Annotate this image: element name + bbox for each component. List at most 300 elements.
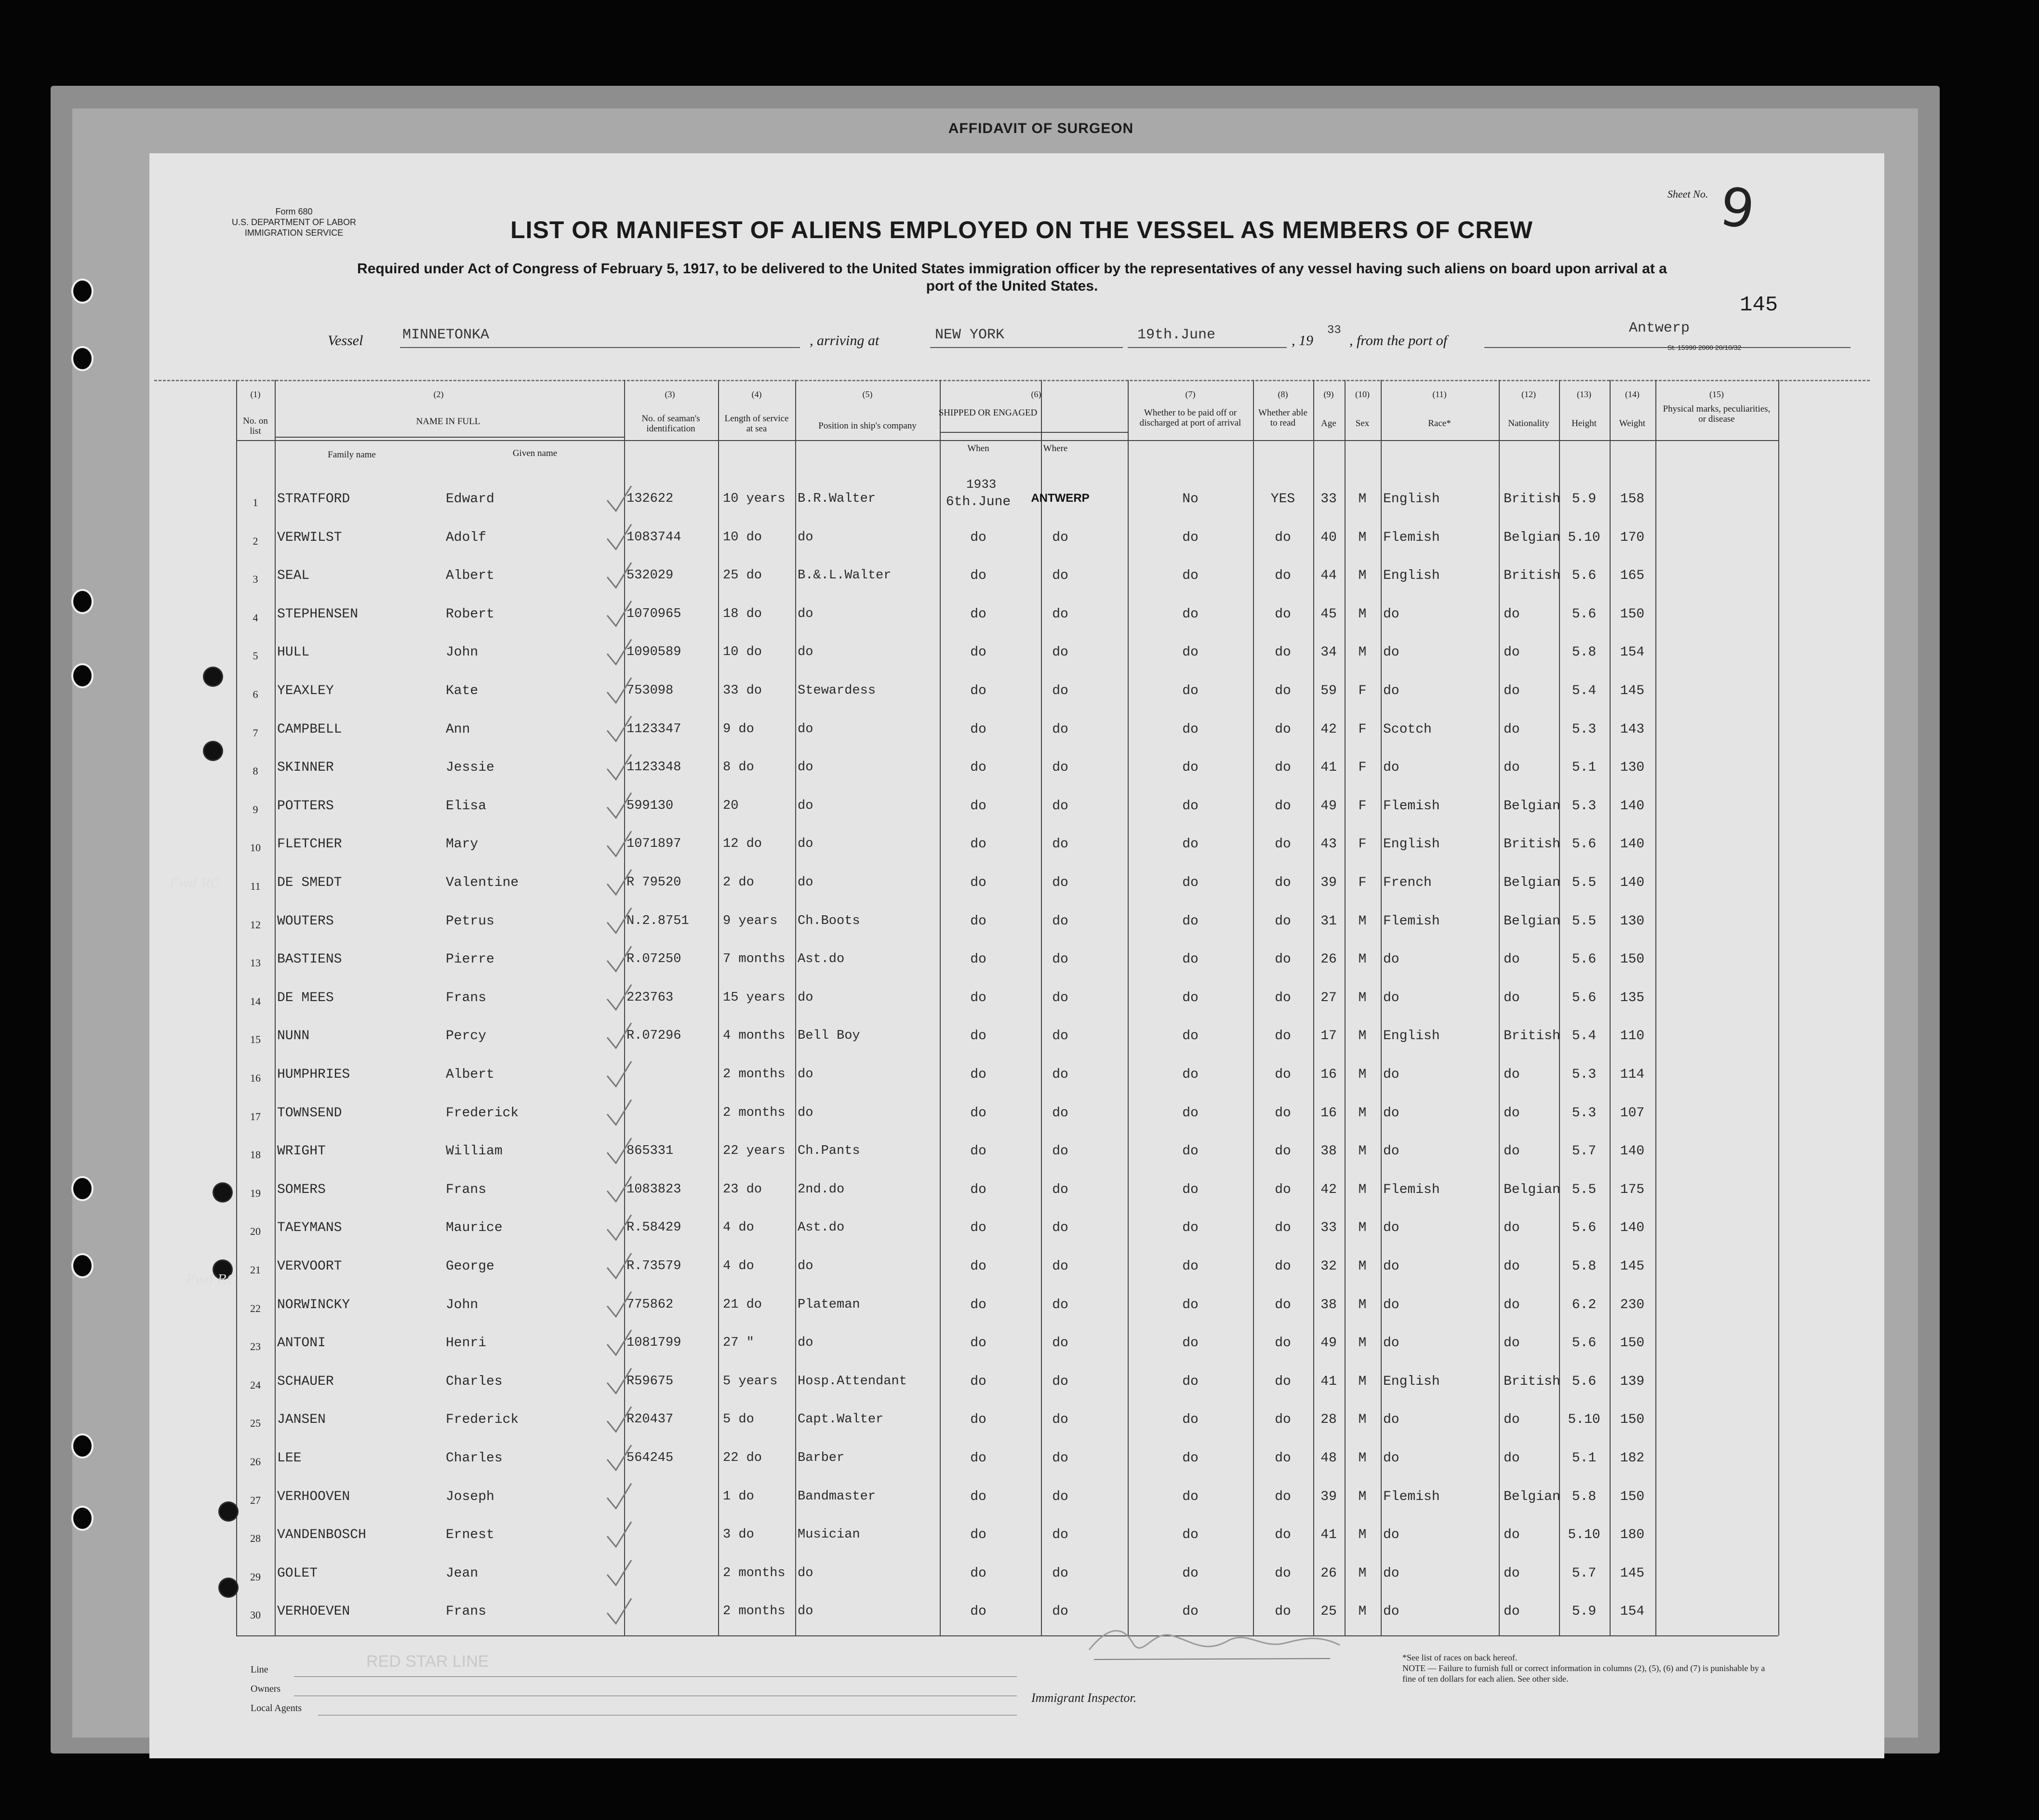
shipped-when-cell: do (970, 1259, 986, 1274)
binder-hole (71, 1506, 93, 1531)
race-cell: English (1383, 837, 1440, 852)
check-mark (607, 908, 631, 933)
race-cell: Scotch (1383, 722, 1432, 737)
able-to-read-cell: do (1275, 645, 1291, 660)
nationality-cell: Belgian (1504, 1489, 1560, 1504)
given-name-cell: John (446, 1297, 479, 1312)
seaman-id-cell: 1123348 (626, 760, 681, 775)
family-name-cell: STEPHENSEN (277, 606, 359, 622)
shipped-when-cell: do (970, 1029, 986, 1044)
punch-mark (204, 668, 222, 685)
row-number: 10 (250, 842, 261, 854)
position-cell: do (798, 1566, 813, 1580)
given-name-cell: Albert (446, 1067, 494, 1082)
sex-cell: M (1358, 606, 1367, 622)
paid-off-cell: do (1182, 760, 1199, 776)
sex-cell: M (1358, 1374, 1367, 1389)
position-cell: Bandmaster (798, 1489, 876, 1504)
shipped-where-cell: do (1052, 645, 1068, 660)
position-cell: do (798, 722, 813, 736)
dashed-rule (154, 380, 1870, 381)
binder-hole (71, 279, 93, 304)
nationality-cell: do (1504, 760, 1520, 776)
nationality-cell: British (1504, 1374, 1560, 1389)
race-cell: do (1383, 606, 1399, 622)
able-to-read-cell: do (1275, 1105, 1291, 1121)
given-name-cell: Maurice (446, 1220, 503, 1236)
nationality-cell: British (1504, 837, 1560, 852)
punch-mark (220, 1503, 237, 1520)
position-cell: do (798, 990, 813, 1005)
weight-cell: 140 (1620, 875, 1645, 890)
given-name-cell: Frans (446, 990, 487, 1005)
shipped-where-cell: do (1052, 1336, 1068, 1351)
height-cell: 5.8 (1572, 645, 1597, 660)
service-cell: 23 do (723, 1182, 762, 1197)
vessel-row (328, 320, 1870, 356)
sex-cell: M (1358, 1527, 1367, 1543)
check-mark (607, 1061, 631, 1086)
able-to-read-cell: do (1275, 1182, 1291, 1197)
weight-cell: 130 (1620, 760, 1645, 776)
height-cell: 5.9 (1572, 1604, 1597, 1619)
shipped-where-cell: do (1052, 1144, 1068, 1159)
paid-off-cell: do (1182, 1182, 1199, 1197)
given-name-cell: Pierre (446, 952, 494, 967)
shipped-where-cell: do (1052, 1374, 1068, 1389)
weight-cell: 150 (1620, 1412, 1645, 1428)
given-name-cell: Jean (446, 1566, 479, 1581)
row-number: 29 (250, 1570, 261, 1583)
printer-mark: St. 15990 2000 20/10/32 (1667, 344, 1742, 351)
given-name-cell: Joseph (446, 1489, 494, 1504)
given-name-cell: Kate (446, 683, 479, 698)
manifest-sheet (149, 153, 1884, 1758)
position-cell: do (798, 1336, 813, 1351)
footer-note (1402, 1652, 1778, 1684)
seaman-id-cell: 1123347 (626, 722, 681, 736)
column-number: (11) (1432, 389, 1447, 399)
height-cell: 5.6 (1572, 990, 1597, 1005)
shipped-where-cell: do (1052, 952, 1068, 967)
row-number: 17 (250, 1110, 261, 1123)
row-number: 15 (250, 1033, 261, 1046)
family-name-cell: NUNN (277, 1029, 310, 1044)
row-number: 23 (250, 1340, 261, 1353)
seaman-id-cell: 753098 (626, 683, 674, 698)
sex-cell: F (1358, 875, 1367, 890)
inspector-signature (1079, 1621, 1349, 1664)
position-cell: Barber (798, 1451, 845, 1465)
header-family-name: Family name (328, 450, 376, 460)
shipped-where-cell: do (1052, 683, 1068, 698)
race-cell: do (1383, 1604, 1399, 1619)
nationality-cell: do (1504, 683, 1520, 698)
seaman-id-cell: 1083823 (626, 1182, 681, 1197)
age-cell: 34 (1320, 645, 1337, 660)
check-mark (607, 793, 631, 818)
nationality-cell: do (1504, 1105, 1520, 1121)
row-number: 8 (253, 765, 258, 777)
given-name-cell: Robert (446, 606, 494, 622)
sex-cell: M (1358, 1067, 1367, 1082)
position-cell: B.&.L.Walter (798, 568, 892, 583)
height-cell: 5.9 (1572, 492, 1597, 507)
given-name-cell: Percy (446, 1029, 487, 1044)
check-mark (607, 601, 631, 626)
row-number: 6 (253, 688, 258, 700)
shipped-where-cell: do (1052, 722, 1068, 737)
height-cell: 5.1 (1572, 760, 1597, 776)
height-cell: 5.8 (1572, 1259, 1597, 1274)
position-cell: Bell Boy (798, 1029, 860, 1044)
family-name-cell: SEAL (277, 568, 310, 584)
age-cell: 39 (1320, 1489, 1337, 1504)
service-cell: 27 " (723, 1336, 754, 1351)
nationality-cell: do (1504, 722, 1520, 737)
given-name-cell: Edward (446, 492, 494, 507)
height-cell: 5.4 (1572, 1029, 1597, 1044)
service-cell: 15 years (723, 990, 786, 1005)
shipped-where-cell: do (1052, 913, 1068, 929)
age-cell: 38 (1320, 1297, 1337, 1312)
check-mark (607, 1215, 631, 1240)
sex-cell: M (1358, 1412, 1367, 1428)
sex-cell: M (1358, 1489, 1367, 1504)
check-mark (607, 831, 631, 856)
row-number: 18 (250, 1149, 261, 1161)
family-name-cell: FLETCHER (277, 837, 342, 852)
header-weight: Weight (1619, 418, 1646, 428)
position-cell: Ch.Pants (798, 1144, 860, 1159)
header-no-on-list: No. on list (243, 416, 268, 436)
weight-cell: 165 (1620, 568, 1645, 584)
given-name-cell: Mary (446, 837, 479, 852)
given-name-cell: William (446, 1144, 503, 1159)
year-suffix: 33 (1327, 324, 1341, 337)
sex-cell: F (1358, 722, 1367, 737)
binder-hole (71, 589, 93, 614)
sex-cell: M (1358, 1105, 1367, 1121)
paid-off-cell: do (1182, 837, 1199, 852)
seaman-id-cell: 865331 (626, 1144, 674, 1159)
arriving-port: NEW YORK (935, 327, 1005, 343)
page-number: 145 (1740, 293, 1778, 317)
position-cell: do (798, 1105, 813, 1120)
sex-cell: M (1358, 530, 1367, 545)
able-to-read-cell: do (1275, 1451, 1291, 1466)
shipped-where-cell: do (1052, 568, 1068, 584)
weight-cell: 114 (1620, 1067, 1645, 1082)
nationality-cell: do (1504, 1067, 1520, 1082)
family-name-cell: HULL (277, 645, 310, 660)
sex-cell: M (1358, 492, 1367, 507)
race-cell: English (1383, 1029, 1440, 1044)
paid-off-cell: do (1182, 1527, 1199, 1543)
height-cell: 5.10 (1568, 1527, 1600, 1543)
race-cell: Flemish (1383, 1489, 1440, 1504)
header-age: Age (1321, 418, 1336, 428)
height-cell: 5.1 (1572, 1451, 1597, 1466)
seaman-id-cell: 564245 (626, 1451, 674, 1465)
given-name-cell: Frans (446, 1182, 487, 1197)
row-number: 3 (253, 573, 258, 586)
header-paid-off: Whether to be paid off or discharged at port of arrival (1139, 408, 1241, 428)
shipped-when-cell: do (970, 1412, 986, 1428)
check-marks (598, 486, 713, 1691)
race-cell: do (1383, 1566, 1399, 1581)
check-mark (607, 870, 631, 895)
nationality-cell: do (1504, 1259, 1520, 1274)
race-cell: do (1383, 645, 1399, 660)
family-name-cell: NORWINCKY (277, 1297, 350, 1312)
nationality-cell: do (1504, 645, 1520, 660)
paid-off-cell: do (1182, 952, 1199, 967)
family-name-cell: BASTIENS (277, 952, 342, 967)
able-to-read-cell: do (1275, 875, 1291, 890)
header-race: Race* (1428, 418, 1451, 428)
shipped-where-cell: do (1052, 530, 1068, 545)
header-height: Height (1572, 418, 1597, 428)
check-mark (607, 1560, 631, 1585)
service-cell: 1 do (723, 1489, 754, 1504)
able-to-read-cell: do (1275, 683, 1291, 698)
shipped-where-cell: do (1052, 1029, 1068, 1044)
page-title: LIST OR MANIFEST OF ALIENS EMPLOYED ON THE VESSEL AS MEMBERS OF CREW (510, 216, 1533, 243)
column-number: (2) (433, 389, 444, 399)
footer-line-value: RED STAR LINE (366, 1652, 489, 1671)
column-number: (15) (1709, 389, 1724, 399)
able-to-read-cell: do (1275, 952, 1291, 967)
shipped-where-cell: do (1052, 606, 1068, 622)
required-text-line1: Required under Act of Congress of February 5, 1917, to be delivered to the United States immigration officer by the representatives of any vessel having such aliens on board upon arrival at a (357, 261, 1667, 277)
nationality-cell: Belgian (1504, 798, 1560, 814)
check-mark (607, 1330, 631, 1355)
service-cell: 10 do (723, 530, 762, 545)
row-number: 11 (250, 880, 261, 892)
paid-off-cell: do (1182, 990, 1199, 1005)
nationality-cell: Belgian (1504, 1182, 1560, 1197)
weight-cell: 110 (1620, 1029, 1645, 1044)
sex-cell: F (1358, 837, 1367, 852)
sex-cell: M (1358, 1566, 1367, 1581)
race-cell: Flemish (1383, 798, 1440, 814)
check-mark (607, 1177, 631, 1202)
family-name-cell: JANSEN (277, 1412, 326, 1428)
service-cell: 2 months (723, 1105, 786, 1120)
height-cell: 5.6 (1572, 837, 1597, 852)
shipped-when-cell: do (970, 1489, 986, 1504)
shipped-when-cell: do (970, 530, 986, 545)
nationality-cell: do (1504, 606, 1520, 622)
row-number: 19 (250, 1187, 261, 1199)
family-name-cell: HUMPHRIES (277, 1067, 350, 1082)
service-cell: 9 do (723, 722, 754, 736)
able-to-read-cell: do (1275, 760, 1291, 776)
race-cell: do (1383, 1297, 1399, 1312)
weight-cell: 130 (1620, 913, 1645, 929)
shipped-when-cell: do (970, 1182, 986, 1197)
paid-off-cell: do (1182, 1374, 1199, 1389)
shipped-when-cell: do (970, 645, 986, 660)
family-name-cell: DE MEES (277, 990, 334, 1005)
family-name-cell: VERWILST (277, 530, 342, 545)
check-mark (607, 562, 631, 588)
nationality-cell: do (1504, 1451, 1520, 1466)
sex-cell: M (1358, 1144, 1367, 1159)
weight-cell: 139 (1620, 1374, 1645, 1389)
sex-cell: M (1358, 1336, 1367, 1351)
position-cell: do (798, 798, 813, 813)
sex-cell: M (1358, 1604, 1367, 1619)
footer-line-label: Line (251, 1664, 268, 1675)
shipped-when-cell: do (970, 1297, 986, 1312)
name-rule (275, 437, 624, 438)
nationality-cell: do (1504, 1220, 1520, 1236)
age-cell: 26 (1320, 1566, 1337, 1581)
given-name-cell: Petrus (446, 913, 494, 929)
sex-cell: M (1358, 990, 1367, 1005)
check-mark (607, 678, 631, 703)
service-cell: 4 do (723, 1259, 754, 1273)
race-cell: do (1383, 1105, 1399, 1121)
column-number: (14) (1625, 389, 1639, 399)
sex-cell: M (1358, 1029, 1367, 1044)
height-cell: 5.8 (1572, 1489, 1597, 1504)
check-mark (607, 716, 631, 741)
sex-cell: M (1358, 1259, 1367, 1274)
row-number: 1 (253, 496, 258, 509)
able-to-read-cell: do (1275, 722, 1291, 737)
position-cell: Ast.do (798, 1220, 845, 1235)
shipped-when-cell: do (970, 683, 986, 698)
family-name-cell: SKINNER (277, 760, 334, 776)
seaman-id-cell: 223763 (626, 990, 674, 1005)
race-cell: do (1383, 1067, 1399, 1082)
header-able-read: Whether able to read (1258, 408, 1307, 428)
seaman-id-cell: R20437 (626, 1412, 674, 1427)
row-number: 5 (253, 650, 258, 662)
column-number: (4) (751, 389, 762, 399)
seaman-id-cell: 775862 (626, 1297, 674, 1312)
given-name-cell: Jessie (446, 760, 494, 776)
service-cell: 22 do (723, 1451, 762, 1465)
check-mark (607, 1253, 631, 1278)
header-position: Position in ship's company (818, 421, 917, 431)
given-name-cell: Charles (446, 1451, 503, 1466)
header-shipped: SHIPPED OR ENGAGED (938, 408, 1038, 418)
height-cell: 5.6 (1572, 952, 1597, 967)
family-name-cell: VANDENBOSCH (277, 1527, 366, 1543)
able-to-read-cell: do (1275, 568, 1291, 584)
service-cell: 9 years (723, 913, 778, 928)
row-number: 24 (250, 1378, 261, 1391)
family-name-cell: SCHAUER (277, 1374, 334, 1389)
check-mark (607, 1598, 631, 1623)
row-number: 30 (250, 1609, 261, 1621)
nationality-cell: Belgian (1504, 913, 1560, 929)
able-to-read-cell: do (1275, 1144, 1291, 1159)
service-cell: 8 do (723, 760, 754, 775)
age-cell: 33 (1320, 492, 1337, 507)
form-department: U.S. DEPARTMENT OF LABOR (231, 217, 357, 227)
age-cell: 26 (1320, 952, 1337, 967)
race-cell: Flemish (1383, 530, 1440, 545)
service-cell: 18 do (723, 606, 762, 621)
age-cell: 41 (1320, 1374, 1337, 1389)
position-cell: Plateman (798, 1297, 860, 1312)
paid-off-cell: do (1182, 1297, 1199, 1312)
required-statement (217, 260, 1807, 295)
height-cell: 5.5 (1572, 875, 1597, 890)
shipped-where-cell: do (1052, 1566, 1068, 1581)
affidavit-label: AFFIDAVIT OF SURGEON (948, 120, 1134, 136)
height-cell: 5.10 (1568, 1412, 1600, 1428)
height-cell: 5.3 (1572, 798, 1597, 814)
seaman-id-cell: R.07296 (626, 1029, 681, 1044)
shipped-where-cell: do (1052, 1412, 1068, 1428)
weight-cell: 140 (1620, 798, 1645, 814)
shipped-where-cell: do (1052, 798, 1068, 814)
punch-mark (220, 1579, 237, 1596)
check-mark (607, 1292, 631, 1317)
header-sex: Sex (1355, 418, 1370, 428)
service-cell: 10 do (723, 645, 762, 660)
family-name-cell: POTTERS (277, 798, 334, 814)
paid-off-cell: do (1182, 798, 1199, 814)
race-cell: do (1383, 1220, 1399, 1236)
given-name-cell: Elisa (446, 798, 487, 814)
height-cell: 5.5 (1572, 1182, 1597, 1197)
shipped-when-cell: do (970, 837, 986, 852)
check-mark (607, 524, 631, 549)
paid-off-cell: do (1182, 1259, 1199, 1274)
position-cell: do (798, 1604, 813, 1619)
header-when: When (967, 443, 989, 454)
height-cell: 5.6 (1572, 568, 1597, 584)
shipped-when-cell: do (970, 1144, 986, 1159)
row-number: 16 (250, 1072, 261, 1084)
paid-off-cell: do (1182, 530, 1199, 545)
service-cell: 22 years (723, 1144, 786, 1159)
seaman-id-cell: 1083744 (626, 530, 681, 545)
able-to-read-cell: do (1275, 1527, 1291, 1543)
position-cell: Ch.Boots (798, 913, 860, 928)
given-name-cell: Valentine (446, 875, 519, 890)
shipped-where-cell: do (1052, 1527, 1068, 1543)
weight-cell: 150 (1620, 1336, 1645, 1351)
weight-cell: 140 (1620, 837, 1645, 852)
weight-cell: 175 (1620, 1182, 1645, 1197)
nationality-cell: do (1504, 1297, 1520, 1312)
form-service: IMMIGRATION SERVICE (244, 228, 344, 238)
binder-hole (71, 346, 93, 371)
age-cell: 16 (1320, 1105, 1337, 1121)
able-to-read-cell: do (1275, 1336, 1291, 1351)
row-number: 20 (250, 1225, 261, 1238)
height-cell: 5.7 (1572, 1566, 1597, 1581)
sheet-number-label: Sheet No. (1667, 188, 1708, 200)
column-number: (9) (1323, 389, 1334, 399)
from-port-label: , from the port of (1349, 333, 1448, 348)
age-cell: 17 (1320, 1029, 1337, 1044)
height-cell: 5.3 (1572, 1067, 1597, 1082)
position-cell: Musician (798, 1527, 860, 1542)
position-cell: do (798, 645, 813, 660)
weight-cell: 180 (1620, 1527, 1645, 1543)
check-mark (607, 1522, 631, 1547)
shipped-when-cell: do (970, 1336, 986, 1351)
